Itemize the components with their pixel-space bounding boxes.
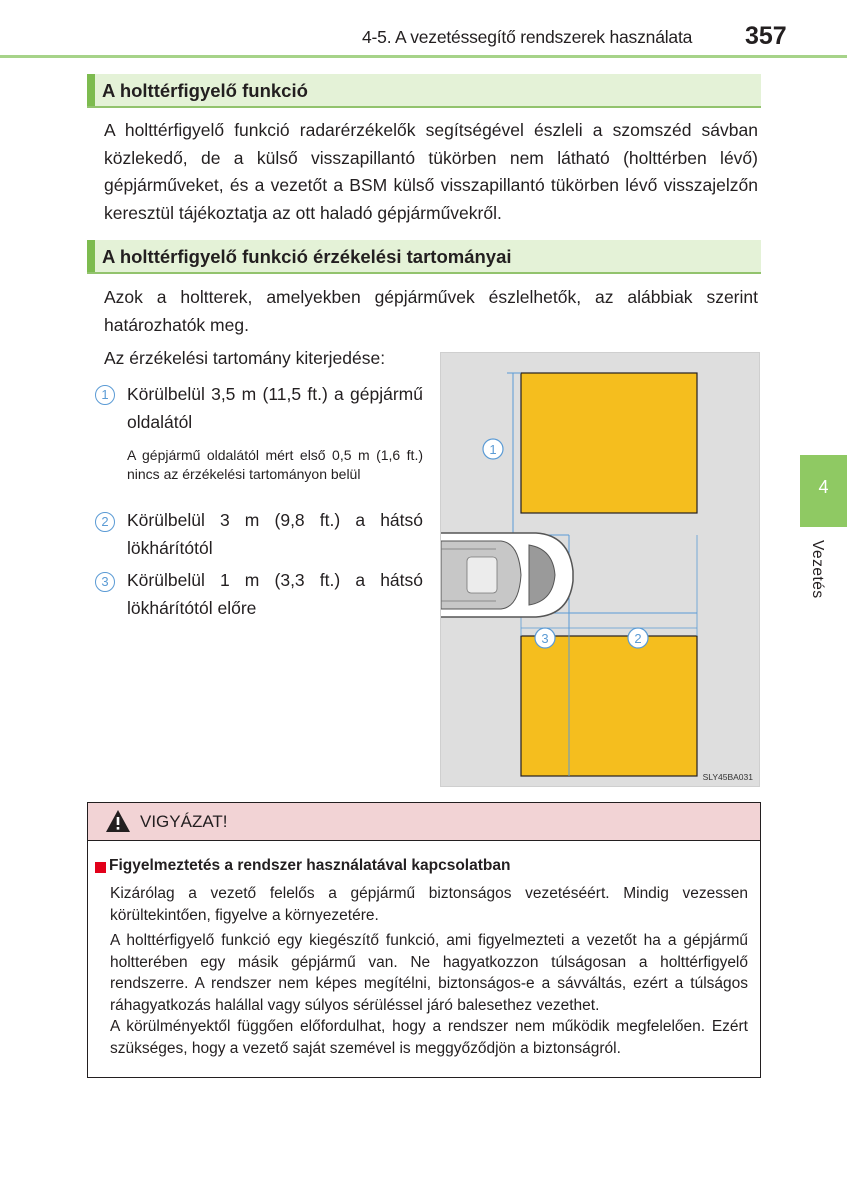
range-item-side: Körülbelül 3,5 m (11,5 ft.) a gépjármű oldalától bbox=[127, 384, 423, 432]
range-item-note: A gépjármű oldalától mért első 0,5 m (1,6 ft.) nincs az érzékelési tartományon belül bbox=[127, 447, 423, 482]
warning-paragraph: A körülményektől függően előfordulhat, hogy a rendszer nem működik megfelelően. Ezért szükséges, hogy a vezető saját szemével is meggyőződjön a biztonságról. bbox=[110, 1018, 748, 1057]
section-title: A holttérfigyelő funkció érzékelési tartományai bbox=[102, 246, 512, 267]
detection-zone-side bbox=[521, 373, 697, 513]
section-title: A holttérfigyelő funkció bbox=[102, 80, 308, 101]
warning-header bbox=[88, 803, 760, 841]
range-item-front: Körülbelül 1 m (3,3 ft.) a hátsó lökhárítótól előre bbox=[127, 570, 423, 618]
warning-paragraph: Kizárólag a vezető felelős a gépjármű biztonságos vezetéséért. Mindig vezessen körültekintően, figyelve a környezetére. bbox=[110, 885, 748, 924]
chapter-number: 4 bbox=[818, 477, 829, 497]
section-heading-ranges bbox=[87, 240, 761, 274]
number-badge: 1 bbox=[95, 385, 115, 405]
warning-title: VIGYÁZAT! bbox=[140, 812, 228, 831]
number-badge: 2 bbox=[95, 512, 115, 532]
red-square-bullet bbox=[95, 862, 106, 873]
diagram-code: SLY45BA031 bbox=[702, 772, 753, 782]
header-rule bbox=[0, 55, 847, 58]
section-heading-bsm bbox=[87, 74, 761, 108]
range-list-intro: Az érzékelési tartomány kiterjedése: bbox=[104, 348, 386, 368]
diagram-label-2 bbox=[628, 628, 648, 648]
svg-text:1: 1 bbox=[489, 442, 497, 457]
number-badge: 3 bbox=[95, 572, 115, 592]
car-top-view bbox=[441, 533, 573, 617]
page-number: 357 bbox=[745, 22, 787, 50]
chapter-tab bbox=[800, 455, 847, 527]
detection-zone-rear bbox=[521, 636, 697, 776]
diagram-label-1 bbox=[483, 439, 503, 459]
warning-triangle-icon bbox=[105, 809, 131, 833]
warning-paragraph: A holttérfigyelő funkció egy kiegészítő funkció, ami figyelmezteti a vezetőt ha a gépjármű holtterében egy másik gépjármű van. Ne hagyatkozzon túlságosan a holttérfigyelő rendszerre. A rendszer nem képes megítélni, biztonságos-e a sávváltás, ezért a túlságos ráhagyatkozás halállal vagy súlyos sérüléssel járó balesethez vezethet. bbox=[110, 932, 748, 1014]
svg-text:2: 2 bbox=[634, 631, 642, 646]
diagram-label-3 bbox=[535, 628, 555, 648]
detection-range-diagram bbox=[440, 352, 760, 787]
diagram-graphic bbox=[441, 353, 760, 787]
section-paragraph: A holttérfigyelő funkció radarérzékelők segítségével észleli a szomszéd sávban közlekedő, de a külső visszapillantó tükörben nem látható (holttérben lévő) gépjárműveket, és a vezetőt a BSM külső visszapillantó tükörben lévő visszajelzőn keresztül tájékoztatja az ott haladó gépjárművekről. bbox=[104, 120, 758, 223]
running-header-section: 4-5. A vezetéssegítő rendszerek használata bbox=[362, 27, 693, 47]
range-item-rear: Körülbelül 3 m (9,8 ft.) a hátsó lökhárítótól bbox=[127, 510, 423, 558]
warning-subheading: Figyelmeztetés a rendszer használatával kapcsolatban bbox=[109, 857, 511, 874]
chapter-label: Vezetés bbox=[809, 540, 826, 599]
heading-accent-bar bbox=[87, 74, 95, 106]
svg-text:3: 3 bbox=[541, 631, 549, 646]
section-paragraph: Azok a holtterek, amelyekben gépjárművek észlelhetők, az alábbiak szerint határozhatók meg. bbox=[104, 287, 758, 335]
heading-accent-bar bbox=[87, 240, 95, 272]
warning-box bbox=[87, 802, 761, 1078]
